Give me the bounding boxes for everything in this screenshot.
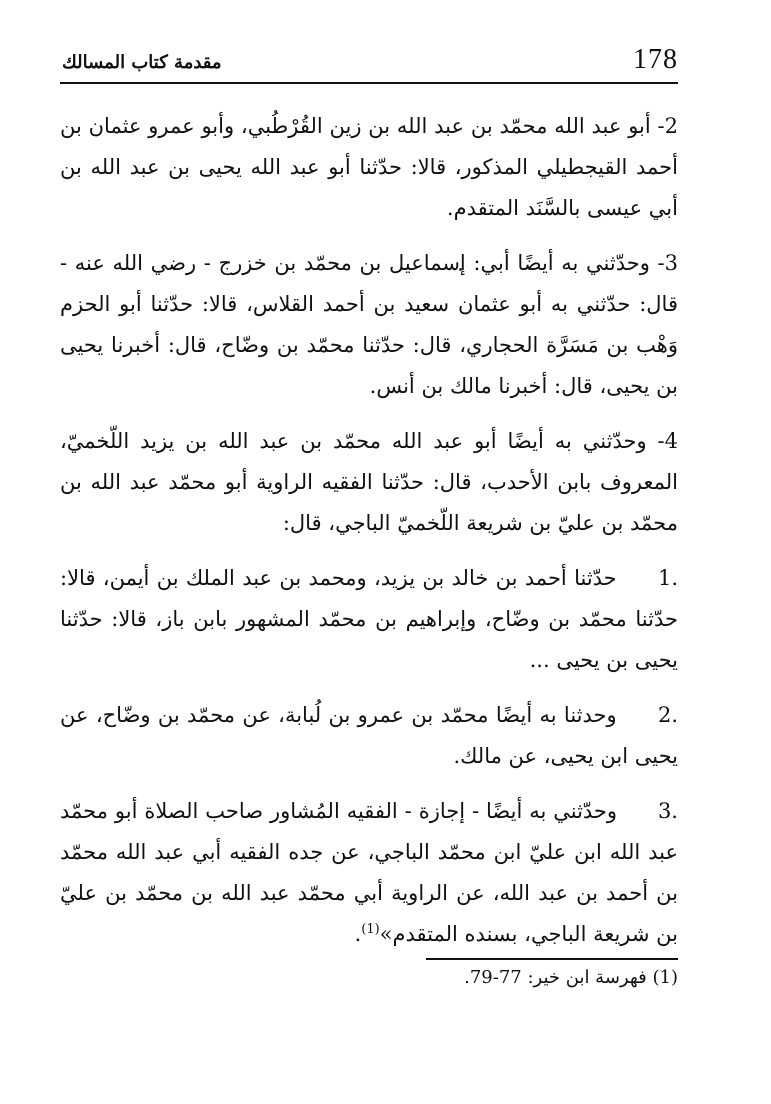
footnote: [300, 964, 678, 992]
paragraph-2: 2- أبو عبد الله محمّد بن عبد الله بن زين القُرْطُبي، وأبو عمرو عثمان بن أحمد القيجطيلي المذكور، قالا: حدّثنا أبو عبد الله يحيى بن عبد الله بن أبي عيسى بالسَّنَد المتقدم.: [60, 114, 678, 220]
subitem-number: 2.: [657, 703, 678, 727]
subitem-text: وحدثنا به أيضًا محمّد بن عمرو بن لُبابة، عن محمّد بن وضّاح، عن يحيى ابن يحيى، عن مالك.: [60, 703, 678, 768]
subitem-2: [60, 695, 678, 777]
subitem-text: حدّثنا أحمد بن خالد بن يزيد، ومحمد بن عبد الملك بن أيمن، قالا: حدّثنا محمّد بن وضّاح، وإبراهيم بن محمّد المشهور بابن باز، قالا: حدّثنا يحيى بن يحيى ...: [60, 566, 678, 672]
subitem-tail: .: [354, 922, 362, 946]
subitem-3: [60, 791, 678, 955]
footnote-marker: (1): [652, 967, 678, 988]
subitem-text: وحدّثني به أيضًا - إجازة - الفقيه المُشاور صاحب الصلاة أبو محمّد عبد الله ابن عليّ ابن محمّد الباجي، عن جده الفقيه أبي عبد الله محمّد بن أحمد بن عبد الله، عن الراوية أبي محمّد عبد الله بن محمّد بن عليّ بن شريعة الباجي، بسنده المتقدم»: [60, 799, 678, 946]
subitem-number: 3.: [657, 799, 678, 823]
footnote-reference[interactable]: (1): [361, 922, 380, 937]
page-number: 178: [633, 44, 678, 75]
footnote-separator: [426, 958, 678, 960]
subitem-1: [60, 558, 678, 681]
running-title: مقدمة كتاب المسالك: [62, 52, 222, 73]
paragraph-3: 3- وحدّثني به أيضًا أبي: إسماعيل بن محمّد بن خزرج - رضي الله عنه - قال: حدّثني به أبو عثمان سعيد بن أحمد القلاس، قالا: حدّثنا أبو الحزم وَهْب بن مَسَرَّة الحجاري، قال: حدّثنا محمّد بن وضّاح، قال: أخبرنا يحيى بن يحيى، قال: أخبرنا مالك بن أنس.: [60, 251, 678, 398]
subitem-number: 1.: [657, 566, 678, 590]
footnote-text: فهرسة ابن خير: 77-79.: [464, 967, 647, 988]
paragraph-4: 4- وحدّثني به أيضًا أبو عبد الله محمّد بن عبد الله بن يزيد اللّخميّ، المعروف بابن الأحدب، قال: حدّثنا الفقيه الراوية أبو محمّد عبد الله بن محمّد بن عليّ بن شريعة اللّخميّ الباجي، قال:: [60, 429, 678, 535]
main-text: [60, 106, 678, 969]
page-header: [60, 38, 678, 84]
